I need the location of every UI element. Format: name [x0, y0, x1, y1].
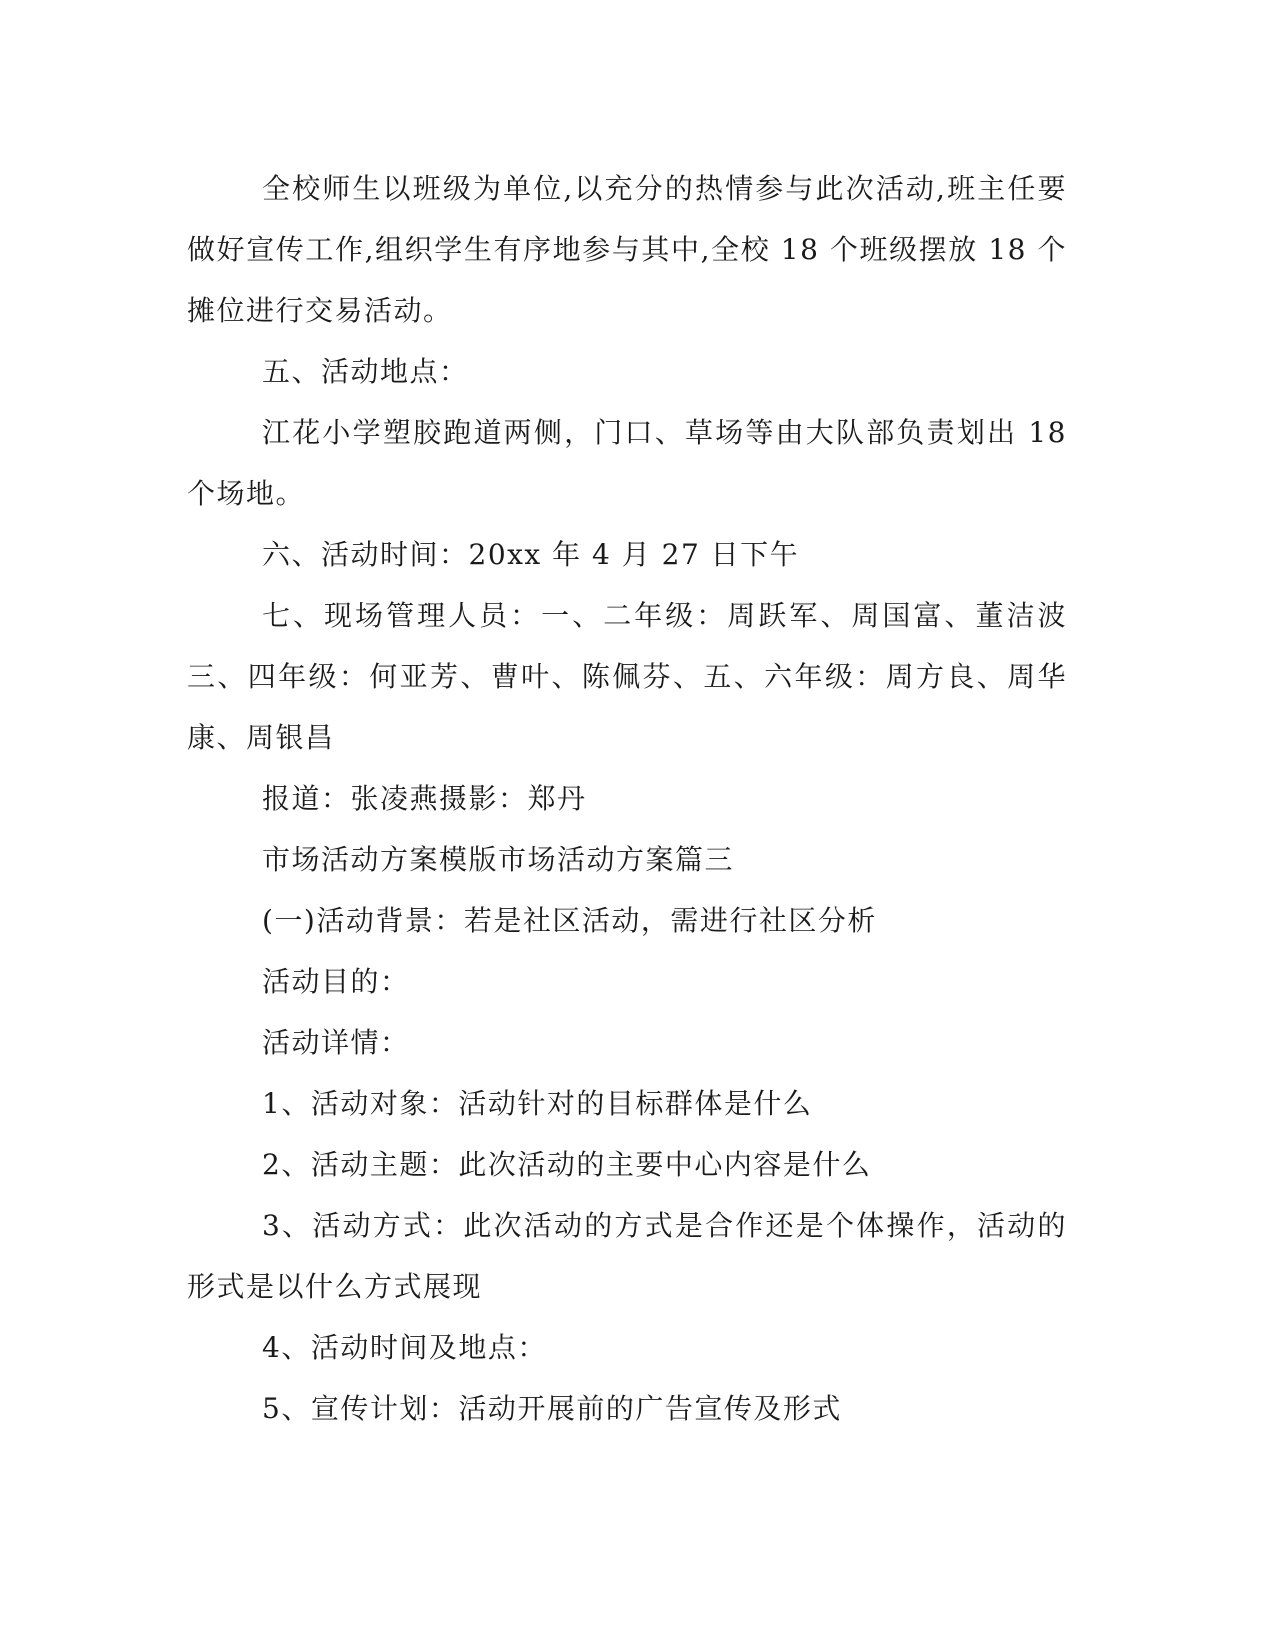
section-title: 市场活动方案模版市场活动方案篇三	[262, 843, 735, 876]
paragraph-staff: 七、现场管理人员：一、二年级：周跃军、周国富、董洁波三、四年级：何亚芳、曹叶、陈佩芬、五、六年级：周方良、周华康、周银昌	[187, 599, 1067, 754]
paragraph-credits: 报道：张凌燕摄影：郑丹	[262, 782, 587, 815]
paragraph-purpose: 活动目的：	[262, 965, 410, 998]
list-item-theme: 2、活动主题：此次活动的主要中心内容是什么	[262, 1148, 872, 1181]
paragraph-location-detail: 江花小学塑胶跑道两侧，门口、草场等由大队部负责划出 18 个场地。	[187, 416, 1067, 510]
list-item-promotion: 5、宣传计划：活动开展前的广告宣传及形式	[262, 1392, 842, 1425]
heading-activity-location: 五、活动地点：	[262, 355, 469, 388]
paragraph-details: 活动详情：	[262, 1026, 410, 1059]
paragraph-background: (一)活动背景：若是社区活动，需进行社区分析	[262, 904, 877, 937]
list-item-method: 3、活动方式：此次活动的方式是合作还是个体操作，活动的形式是以什么方式展现	[187, 1209, 1067, 1303]
heading-activity-time: 六、活动时间：20xx 年 4 月 27 日下午	[262, 538, 800, 571]
list-item-target: 1、活动对象：活动针对的目标群体是什么	[262, 1087, 813, 1120]
document-body	[187, 158, 1067, 1439]
list-item-time-place: 4、活动时间及地点：	[262, 1331, 547, 1364]
paragraph-participants: 全校师生以班级为单位,以充分的热情参与此次活动,班主任要做好宣传工作,组织学生有序地参与其中,全校 18 个班级摆放 18 个摊位进行交易活动。	[187, 172, 1067, 327]
